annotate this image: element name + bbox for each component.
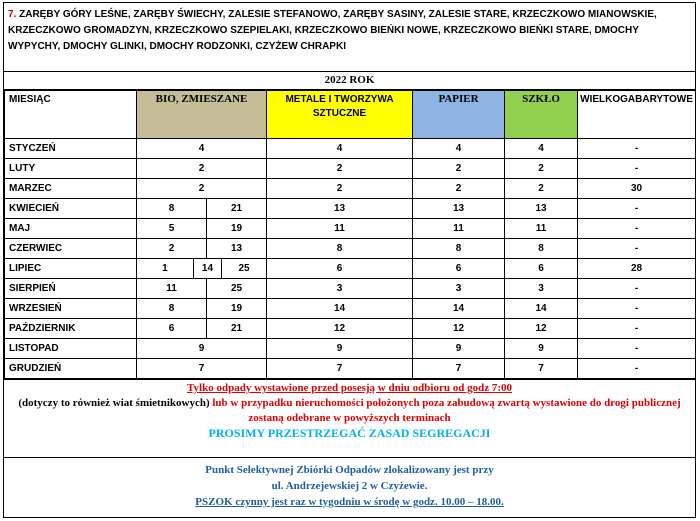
glass-date-cell: 6 — [505, 259, 578, 279]
glass-date-cell: 7 — [505, 359, 578, 379]
table-row — [5, 259, 696, 279]
collection-schedule-table — [4, 90, 696, 379]
bio-date-cell: 8 — [137, 299, 207, 319]
bulky-date-cell: - — [578, 359, 696, 379]
villages-header — [4, 3, 695, 72]
glass-date-cell: 8 — [505, 239, 578, 259]
table-row — [5, 139, 696, 159]
paper-date-cell: 3 — [413, 279, 505, 299]
glass-date-cell: 2 — [505, 179, 578, 199]
month-cell: MARZEC — [5, 179, 137, 199]
bulky-date-cell: - — [578, 139, 696, 159]
notes-line-1: Tylko odpady wystawione przed posesją w dniu odbioru od godz 7:00 — [187, 382, 512, 394]
table-row — [5, 339, 696, 359]
section-number: 7. — [8, 9, 17, 20]
bio-date-cell: 9 — [137, 339, 267, 359]
bio-date-cell: 21 — [207, 319, 267, 339]
metal-date-cell: 3 — [267, 279, 413, 299]
bio-date-cell: 7 — [137, 359, 267, 379]
bio-date-cell: 19 — [207, 299, 267, 319]
paper-date-cell: 13 — [413, 199, 505, 219]
paper-date-cell: 11 — [413, 219, 505, 239]
glass-date-cell: 14 — [505, 299, 578, 319]
paper-date-cell: 2 — [413, 159, 505, 179]
bio-date-cell: 25 — [207, 279, 267, 299]
month-cell: MAJ — [5, 219, 137, 239]
pszok-info — [4, 457, 695, 517]
bulky-date-cell: - — [578, 339, 696, 359]
bio-date-cell: 4 — [137, 139, 267, 159]
bulky-date-cell: - — [578, 279, 696, 299]
villages-list: ZARĘBY GÓRY LEŚNE, ZARĘBY ŚWIECHY, ZALESIE STEFANOWO, ZARĘBY SASINY, ZALESIE STARE, KRZECZKOWO MIANOWSKIE, KRZECZKOWO GROMADZYN, KRZECZKOWO SZEPIELAKI, KRZECZKOWO BIEŃKI NOWE, KRZECZKOWO BIEŃKI STARE, DMOCHY WYPYCHY, DMOCHY GLINKI, DMOCHY RODZONKI, CZYŻEW CHRAPKI — [8, 9, 657, 52]
glass-date-cell: 9 — [505, 339, 578, 359]
metal-date-cell: 13 — [267, 199, 413, 219]
month-cell: GRUDZIEŃ — [5, 359, 137, 379]
metal-date-cell: 7 — [267, 359, 413, 379]
col-bio-header: BIO, ZMIESZANE — [137, 91, 267, 139]
paper-date-cell: 2 — [413, 179, 505, 199]
bio-date-cell: 2 — [137, 239, 207, 259]
table-row — [5, 279, 696, 299]
col-paper-header: PAPIER — [413, 91, 505, 139]
paper-date-cell: 12 — [413, 319, 505, 339]
bio-date-cell: 14 — [194, 259, 222, 278]
month-cell: KWIECIEŃ — [5, 199, 137, 219]
bio-date-cell: 2 — [137, 159, 267, 179]
pszok-line-1: Punkt Selektywnej Zbiórki Odpadów zlokalizowany jest przy — [205, 464, 494, 476]
bio-date-cell: 19 — [207, 219, 267, 239]
glass-date-cell: 12 — [505, 319, 578, 339]
bulky-date-cell: 30 — [578, 179, 696, 199]
metal-date-cell: 2 — [267, 159, 413, 179]
bio-date-cell: 2 — [137, 179, 267, 199]
schedule-sheet — [3, 2, 696, 518]
month-cell: SIERPIEŃ — [5, 279, 137, 299]
bio-date-cell: 1 — [137, 259, 194, 278]
month-cell: CZERWIEC — [5, 239, 137, 259]
bio-date-cell: 5 — [137, 219, 207, 239]
table-row — [5, 179, 696, 199]
table-header-row — [5, 91, 696, 139]
year-title: 2022 ROK — [4, 72, 695, 90]
metal-date-cell: 6 — [267, 259, 413, 279]
month-cell: LISTOPAD — [5, 339, 137, 359]
bulky-date-cell: - — [578, 319, 696, 339]
col-glass-header: SZKŁO — [505, 91, 578, 139]
bulky-date-cell: - — [578, 299, 696, 319]
bulky-date-cell: - — [578, 159, 696, 179]
metal-date-cell: 11 — [267, 219, 413, 239]
glass-date-cell: 2 — [505, 159, 578, 179]
paper-date-cell: 8 — [413, 239, 505, 259]
bio-dates-split — [137, 259, 267, 279]
month-cell: PAŹDZIERNIK — [5, 319, 137, 339]
glass-date-cell: 13 — [505, 199, 578, 219]
metal-date-cell: 9 — [267, 339, 413, 359]
paper-date-cell: 14 — [413, 299, 505, 319]
bulky-date-cell: 28 — [578, 259, 696, 279]
bio-date-cell: 21 — [207, 199, 267, 219]
month-cell: STYCZEŃ — [5, 139, 137, 159]
collection-notes — [4, 379, 695, 457]
col-bulky-header: WIELKOGABARYTOWE — [578, 91, 696, 139]
metal-date-cell: 14 — [267, 299, 413, 319]
table-row — [5, 199, 696, 219]
col-month-header: MIESIĄC — [5, 91, 137, 139]
bio-date-cell: 13 — [207, 239, 267, 259]
table-row — [5, 219, 696, 239]
glass-date-cell: 11 — [505, 219, 578, 239]
bulky-date-cell: - — [578, 199, 696, 219]
paper-date-cell: 7 — [413, 359, 505, 379]
glass-date-cell: 3 — [505, 279, 578, 299]
metal-date-cell: 2 — [267, 179, 413, 199]
paper-date-cell: 6 — [413, 259, 505, 279]
bio-date-cell: 8 — [137, 199, 207, 219]
metal-date-cell: 12 — [267, 319, 413, 339]
table-row — [5, 319, 696, 339]
glass-date-cell: 4 — [505, 139, 578, 159]
month-cell: WRZESIEŃ — [5, 299, 137, 319]
month-cell: LIPIEC — [5, 259, 137, 279]
pszok-line-2: ul. Andrzejewskiej 2 w Czyżewie. — [271, 480, 428, 492]
bio-date-cell: 25 — [238, 263, 250, 274]
notes-line-2-red: lub w przypadku nieruchomości położonych poza zabudową zwartą wystawione do drogi publicznej zostaną odebrane w powyższych terminach — [209, 397, 681, 424]
table-row — [5, 239, 696, 259]
table-row — [5, 299, 696, 319]
notes-line-2 — [4, 396, 695, 426]
col-metal-header: METALE I TWORZYWA SZTUCZNE — [267, 91, 413, 139]
pszok-hours: PSZOK czynny jest raz w tygodniu w środę w godz. 10.00 – 18.00. — [195, 496, 504, 508]
notes-line-2-black: (dotyczy to również wiat śmietnikowych) — [18, 397, 210, 409]
metal-date-cell: 4 — [267, 139, 413, 159]
paper-date-cell: 4 — [413, 139, 505, 159]
table-row — [5, 159, 696, 179]
table-row — [5, 359, 696, 379]
month-cell: LUTY — [5, 159, 137, 179]
bulky-date-cell: - — [578, 239, 696, 259]
bulky-date-cell: - — [578, 219, 696, 239]
paper-date-cell: 9 — [413, 339, 505, 359]
notes-segregation: PROSIMY PRZESTRZEGAĆ ZASAD SEGREGACJI — [208, 426, 491, 440]
bio-date-cell: 11 — [137, 279, 207, 299]
bio-date-cell: 6 — [137, 319, 207, 339]
metal-date-cell: 8 — [267, 239, 413, 259]
